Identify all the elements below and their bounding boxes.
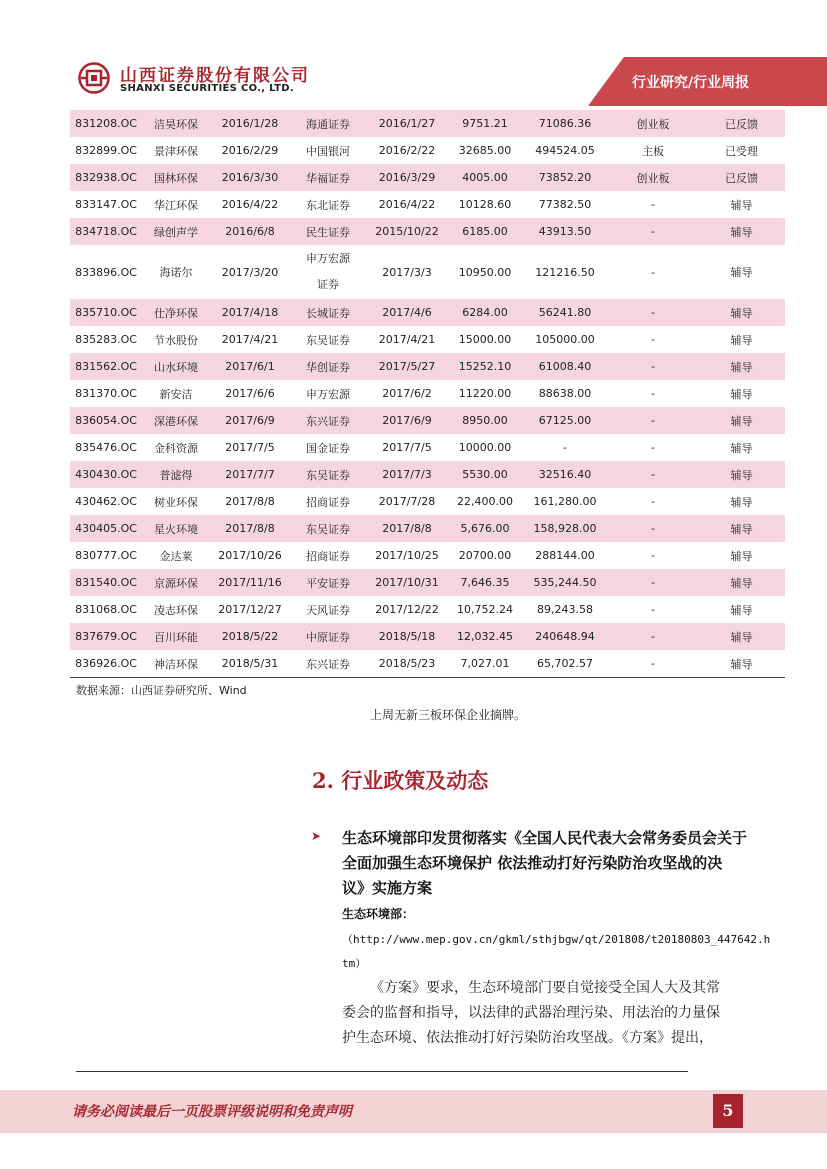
table-cell: - bbox=[651, 198, 655, 211]
table-cell: 836926.OC bbox=[70, 650, 142, 678]
table-cell: 20700.00 bbox=[458, 549, 512, 562]
table-row bbox=[70, 569, 785, 596]
table-cell: - bbox=[608, 353, 698, 380]
news-title-line: 议》实施方案 bbox=[342, 879, 433, 897]
table-cell: 4005.00 bbox=[448, 164, 522, 191]
table-row bbox=[70, 515, 785, 542]
table-cell: 辅导 bbox=[730, 549, 753, 563]
table-cell: 京源环保 bbox=[142, 569, 210, 596]
table-cell: 辅导 bbox=[698, 218, 785, 245]
table-cell: 平安证券 bbox=[290, 569, 366, 596]
table-cell: 已反馈 bbox=[698, 110, 785, 137]
table-row bbox=[70, 407, 785, 434]
table-cell: 华福证券 bbox=[290, 164, 366, 191]
table-cell: 67125.00 bbox=[522, 407, 608, 434]
table-cell: 2017/12/27 bbox=[218, 603, 282, 616]
table-cell: 海诺尔 bbox=[159, 266, 193, 279]
table-cell: 东吴证券 bbox=[290, 461, 366, 488]
table-cell: 430462.OC bbox=[75, 495, 137, 508]
table-cell: 15000.00 bbox=[458, 333, 512, 346]
table-cell: 835710.OC bbox=[70, 299, 142, 326]
table-cell: 2017/8/8 bbox=[225, 495, 275, 508]
table-cell: 海通证券 bbox=[290, 110, 366, 137]
table-row bbox=[70, 488, 785, 515]
table-cell: 835476.OC bbox=[75, 441, 137, 454]
table-cell: - bbox=[608, 461, 698, 488]
table-cell: 9751.21 bbox=[448, 110, 522, 137]
table-cell: 535,244.50 bbox=[522, 569, 608, 596]
table-cell: 2016/1/28 bbox=[210, 110, 290, 137]
table-cell: 中国银河 bbox=[306, 144, 350, 158]
table-cell: 2016/2/22 bbox=[378, 144, 436, 157]
table-cell: 主板 bbox=[642, 144, 664, 158]
table-row bbox=[70, 218, 785, 245]
table-cell: 2016/2/29 bbox=[221, 144, 279, 157]
table-cell: 5,676.00 bbox=[448, 515, 522, 542]
table-cell: 2017/6/6 bbox=[225, 387, 275, 400]
table-cell: 43913.50 bbox=[522, 218, 608, 245]
table-cell: 民生证券 bbox=[290, 218, 366, 245]
table-cell: 2017/6/9 bbox=[366, 407, 448, 434]
table-row bbox=[70, 245, 785, 299]
table-cell: 已反馈 bbox=[698, 164, 785, 191]
table-cell: 辅导 bbox=[698, 515, 785, 542]
table-row bbox=[70, 596, 785, 623]
table-cell: 430430.OC bbox=[70, 461, 142, 488]
table-cell: 东兴证券 bbox=[290, 407, 366, 434]
table-cell: 天风证券 bbox=[306, 603, 350, 617]
table-cell: 8950.00 bbox=[448, 407, 522, 434]
news-title-line: 全面加强生态环境保护 依法推动打好污染防治攻坚战的决 bbox=[342, 854, 723, 872]
table-cell: 普滤得 bbox=[142, 461, 210, 488]
table-cell: 61008.40 bbox=[522, 353, 608, 380]
table-cell: 辅导 bbox=[730, 333, 753, 347]
table-row bbox=[70, 380, 785, 407]
table-cell: 辅导 bbox=[730, 495, 753, 509]
table-row bbox=[70, 542, 785, 569]
table-cell: 星火环境 bbox=[142, 515, 210, 542]
table-cell: 绿创声学 bbox=[142, 218, 210, 245]
table-cell: 830777.OC bbox=[75, 549, 137, 562]
table-cell: 已受理 bbox=[725, 144, 758, 158]
table-cell: 65,702.57 bbox=[522, 650, 608, 678]
table-cell: 洁昊环保 bbox=[142, 110, 210, 137]
table-cell: 831208.OC bbox=[70, 110, 142, 137]
table-cell: 辅导 bbox=[698, 623, 785, 650]
page-number: 5 bbox=[713, 1094, 743, 1128]
table-cell: 2017/6/9 bbox=[210, 407, 290, 434]
table-cell: 辅导 bbox=[698, 650, 785, 678]
table-cell: 2017/7/7 bbox=[210, 461, 290, 488]
table-row bbox=[70, 137, 785, 164]
table-cell: - bbox=[651, 603, 655, 616]
disclaimer-note: 请务必阅读最后一页股票评级说明和免责声明 bbox=[72, 1104, 352, 1120]
table-cell: 金达莱 bbox=[159, 549, 193, 563]
table-cell: 辅导 bbox=[730, 441, 753, 455]
news-source-label: 生态环境部： bbox=[342, 907, 415, 921]
table-cell: 金科资源 bbox=[154, 441, 198, 455]
table-cell: 辅导 bbox=[730, 266, 753, 279]
table-cell: 831370.OC bbox=[75, 387, 137, 400]
table-cell: 国金证券 bbox=[306, 441, 350, 455]
table-cell: 832899.OC bbox=[75, 144, 137, 157]
table-cell: 2017/3/3 bbox=[382, 265, 432, 279]
table-cell: 32685.00 bbox=[458, 144, 512, 157]
table-cell: 2017/4/18 bbox=[210, 299, 290, 326]
table-cell: 深港环保 bbox=[142, 407, 210, 434]
table-cell: 2017/4/6 bbox=[366, 299, 448, 326]
table-cell: 89,243.58 bbox=[537, 603, 593, 616]
table-row bbox=[70, 326, 785, 353]
table-cell: 15252.10 bbox=[448, 353, 522, 380]
table-cell: 仕净环保 bbox=[142, 299, 210, 326]
table-cell: 833896.OC bbox=[75, 265, 137, 279]
table-cell: 161,280.00 bbox=[533, 495, 597, 508]
table-cell: 430405.OC bbox=[70, 515, 142, 542]
table-cell: 2016/3/30 bbox=[210, 164, 290, 191]
table-cell: 837679.OC bbox=[70, 623, 142, 650]
news-url-line[interactable]: tm） bbox=[342, 957, 367, 970]
table-cell: 国林环保 bbox=[142, 164, 210, 191]
table-cell: 835283.OC bbox=[75, 333, 137, 346]
table-cell: 2017/4/21 bbox=[378, 333, 436, 346]
table-cell: 辅导 bbox=[698, 569, 785, 596]
table-cell: 834718.OC bbox=[70, 218, 142, 245]
table-cell: 新安洁 bbox=[159, 387, 193, 401]
triangle-bullet-icon: ➤ bbox=[311, 829, 322, 843]
table-cell: 88638.00 bbox=[538, 387, 592, 400]
table-cell: 71086.36 bbox=[522, 110, 608, 137]
table-cell: - bbox=[651, 495, 655, 508]
news-body-line: 护生态环境、依法推动打好污染防治攻坚战。《方案》提出， bbox=[342, 1030, 713, 1046]
table-cell: 10128.60 bbox=[458, 198, 512, 211]
table-cell: 2016/4/22 bbox=[221, 198, 279, 211]
table-cell: 22,400.00 bbox=[457, 495, 513, 508]
table-cell: 申万宏源 bbox=[306, 387, 350, 401]
table-row bbox=[70, 461, 785, 488]
table-cell: 158,928.00 bbox=[522, 515, 608, 542]
table-cell: 2017/7/5 bbox=[382, 441, 432, 454]
table-cell: 百川环能 bbox=[142, 623, 210, 650]
table-cell: - bbox=[651, 387, 655, 400]
table-cell: 2017/7/3 bbox=[366, 461, 448, 488]
table-cell: - bbox=[608, 569, 698, 596]
table-row bbox=[70, 434, 785, 461]
table-cell: 2018/5/22 bbox=[210, 623, 290, 650]
table-cell: 73852.20 bbox=[522, 164, 608, 191]
news-body-line: 《方案》要求，生态环境部门要自觉接受全国人大及其常 bbox=[370, 980, 720, 996]
news-url-line[interactable]: （http://www.mep.gov.cn/gkml/sthjbgw/qt/201808/t20180803_447642.h bbox=[342, 933, 771, 946]
table-cell: 东兴证券 bbox=[290, 650, 366, 678]
table-cell: 12,032.45 bbox=[448, 623, 522, 650]
table-cell: 5530.00 bbox=[448, 461, 522, 488]
cell-line: 证券 bbox=[317, 278, 339, 291]
table-cell: - bbox=[651, 333, 655, 346]
table-cell: 创业板 bbox=[608, 164, 698, 191]
table-cell: 2016/4/22 bbox=[378, 198, 436, 211]
table-cell: 东北证券 bbox=[306, 198, 350, 212]
ipo-status-table bbox=[70, 110, 785, 678]
table-cell: 2017/4/21 bbox=[221, 333, 279, 346]
table-cell: 2016/6/8 bbox=[210, 218, 290, 245]
table-cell: 10950.00 bbox=[458, 265, 512, 279]
company-name-en: SHANXI SECURITIES CO., LTD. bbox=[120, 83, 294, 94]
table-row bbox=[70, 164, 785, 191]
table-cell: 东吴证券 bbox=[290, 515, 366, 542]
table-row bbox=[70, 623, 785, 650]
table-cell: 辅导 bbox=[698, 353, 785, 380]
table-cell: 7,027.01 bbox=[448, 650, 522, 678]
table-cell: 7,646.35 bbox=[448, 569, 522, 596]
table-cell: 辅导 bbox=[730, 387, 753, 401]
table-row bbox=[70, 650, 785, 678]
table-cell: 2015/10/22 bbox=[366, 218, 448, 245]
news-title bbox=[342, 826, 752, 901]
table-cell: 2017/12/22 bbox=[375, 603, 439, 616]
table-cell: 2017/10/26 bbox=[218, 549, 282, 562]
table-cell: 2017/7/5 bbox=[225, 441, 275, 454]
table-cell: 2018/5/18 bbox=[366, 623, 448, 650]
table-cell: - bbox=[608, 407, 698, 434]
table-cell: 831068.OC bbox=[75, 603, 137, 616]
table-cell: 831540.OC bbox=[70, 569, 142, 596]
table-cell: 2017/10/31 bbox=[366, 569, 448, 596]
table-cell: 10,752.24 bbox=[457, 603, 513, 616]
table-cell: - bbox=[608, 218, 698, 245]
table-cell: 招商证券 bbox=[306, 495, 350, 509]
table-cell: 节水股份 bbox=[154, 333, 198, 347]
delisting-summary: 上周无新三板环保企业摘牌。 bbox=[370, 708, 527, 722]
table-cell: 华江环保 bbox=[154, 198, 198, 212]
table-cell: 景津环保 bbox=[154, 144, 198, 158]
table-cell: - bbox=[608, 623, 698, 650]
table-cell: 华创证券 bbox=[290, 353, 366, 380]
table-cell: 2018/5/23 bbox=[366, 650, 448, 678]
table-cell: 2017/7/28 bbox=[378, 495, 436, 508]
table-cell: - bbox=[651, 265, 655, 279]
table-cell: 树业环保 bbox=[154, 495, 198, 509]
table-cell: 长城证券 bbox=[290, 299, 366, 326]
table-cell: 中原证券 bbox=[290, 623, 366, 650]
table-cell: 77382.50 bbox=[538, 198, 592, 211]
table-cell: - bbox=[651, 549, 655, 562]
table-cell: 240648.94 bbox=[522, 623, 608, 650]
table-cell: 2017/8/8 bbox=[210, 515, 290, 542]
footer-divider bbox=[76, 1071, 688, 1072]
table-cell: 6284.00 bbox=[448, 299, 522, 326]
table-cell: 2017/5/27 bbox=[366, 353, 448, 380]
table-cell: 2016/1/27 bbox=[366, 110, 448, 137]
table-cell: 2017/11/16 bbox=[210, 569, 290, 596]
table-cell: - bbox=[608, 299, 698, 326]
table-cell: 56241.80 bbox=[522, 299, 608, 326]
table-cell bbox=[290, 245, 366, 299]
table-row bbox=[70, 299, 785, 326]
table-row bbox=[70, 353, 785, 380]
table-cell: 831562.OC bbox=[70, 353, 142, 380]
table-cell: 2018/5/31 bbox=[210, 650, 290, 678]
table-cell: 288144.00 bbox=[535, 549, 595, 562]
table-cell: 2017/10/25 bbox=[375, 549, 439, 562]
table-cell: - bbox=[563, 441, 567, 454]
table-cell: 辅导 bbox=[730, 198, 753, 212]
table-cell: 32516.40 bbox=[522, 461, 608, 488]
table-cell: 2017/8/8 bbox=[366, 515, 448, 542]
table-cell: 辅导 bbox=[698, 407, 785, 434]
table-cell: 创业板 bbox=[608, 110, 698, 137]
table-cell: 招商证券 bbox=[306, 549, 350, 563]
table-cell: 辅导 bbox=[698, 299, 785, 326]
table-cell: - bbox=[608, 515, 698, 542]
table-cell: 833147.OC bbox=[75, 198, 137, 211]
news-body-line: 委会的监督和指导，以法律的武器治理污染、用法治的力量保 bbox=[342, 1005, 720, 1021]
table-cell: 832938.OC bbox=[70, 164, 142, 191]
company-name-cn: 山西证券股份有限公司 bbox=[120, 66, 310, 86]
table-cell: 2017/6/2 bbox=[382, 387, 432, 400]
table-cell: 494524.05 bbox=[535, 144, 595, 157]
shanxi-securities-logo-icon bbox=[78, 62, 110, 94]
table-cell: 2017/3/20 bbox=[221, 265, 279, 279]
table-cell: 神洁环保 bbox=[142, 650, 210, 678]
table-row bbox=[70, 191, 785, 218]
cell-line: 申万宏源 bbox=[306, 252, 350, 265]
table-cell: 11220.00 bbox=[458, 387, 512, 400]
table-cell: 凌志环保 bbox=[154, 603, 198, 617]
table-cell: 山水环境 bbox=[142, 353, 210, 380]
news-body bbox=[342, 976, 762, 1051]
table-cell: 东吴证券 bbox=[306, 333, 350, 347]
table-cell: 121216.50 bbox=[535, 265, 595, 279]
news-source-url[interactable] bbox=[342, 928, 771, 976]
news-title-line: 生态环境部印发贯彻落实《全国人民代表大会常务委员会关于 bbox=[342, 829, 748, 847]
table-cell: 10000.00 bbox=[458, 441, 512, 454]
table-cell: 836054.OC bbox=[70, 407, 142, 434]
table-cell: 辅导 bbox=[698, 461, 785, 488]
table-cell: 辅导 bbox=[730, 603, 753, 617]
report-type-tag: 行业研究/行业周报 bbox=[632, 75, 750, 91]
table-cell: 105000.00 bbox=[535, 333, 595, 346]
data-source-note: 数据来源：山西证券研究所、Wind bbox=[76, 684, 247, 697]
table-cell: - bbox=[651, 441, 655, 454]
table-cell: - bbox=[608, 650, 698, 678]
section-heading: 2. 行业政策及动态 bbox=[312, 768, 489, 793]
table-cell: 2016/3/29 bbox=[366, 164, 448, 191]
table-cell: 2017/6/1 bbox=[210, 353, 290, 380]
table-row bbox=[70, 110, 785, 137]
table-cell: 6185.00 bbox=[448, 218, 522, 245]
